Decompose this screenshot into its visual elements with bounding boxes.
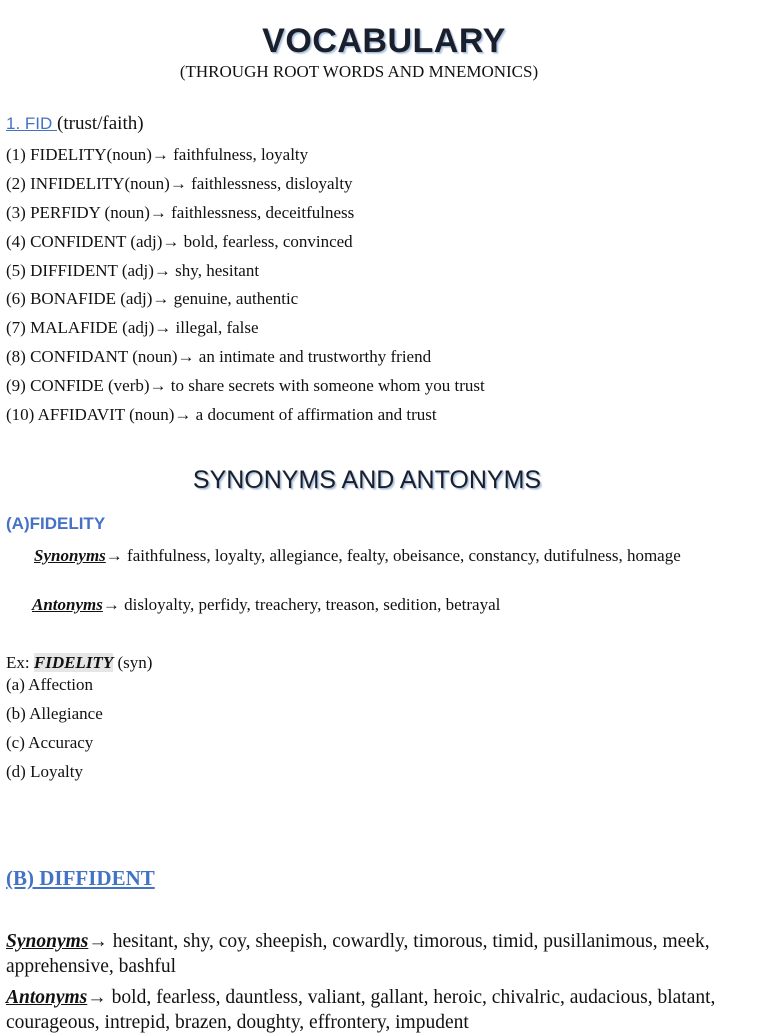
- list-item: (10) AFFIDAVIT (noun)→ a document of affirmation and trust: [6, 405, 437, 425]
- synonyms-text: → hesitant, shy, coy, sheepish, cowardly, timorous, timid, pusillanimous, meek, apprehensive, bashful: [6, 931, 710, 977]
- synonyms-label: Synonyms: [34, 546, 106, 565]
- list-item: (4) CONFIDENT (adj)→ bold, fearless, convinced: [6, 231, 353, 251]
- page-title: VOCABULARY: [262, 22, 506, 60]
- antonyms-text: → bold, fearless, dauntless, valiant, gallant, heroic, chivalric, audacious, blatant, courageous, intrepid, brazen, doughty, effrontery, impudent: [6, 987, 716, 1033]
- fidelity-synonyms: [6, 545, 746, 567]
- antonyms-text: → disloyalty, perfidy, treachery, treason, sedition, betrayal: [102, 595, 501, 614]
- list-item: (7) MALAFIDE (adj)→ illegal, false: [6, 318, 259, 338]
- diffident-antonyms: [6, 985, 764, 1035]
- list-item: (8) CONFIDANT (noun)→ an intimate and trustworthy friend: [6, 347, 432, 367]
- example-question: [6, 653, 152, 673]
- section-heading: SYNONYMS AND ANTONYMS: [192, 466, 542, 494]
- example-suffix: (syn): [113, 653, 153, 672]
- list-item: (6) BONAFIDE (adj)→ genuine, authentic: [6, 289, 299, 309]
- example-options: [6, 673, 103, 789]
- example-word: FIDELITY: [33, 653, 114, 672]
- option-item: (d) Loyalty: [6, 761, 83, 781]
- root-label: 1. FID: [6, 114, 58, 133]
- list-item: (1) FIDELITY(noun)→ faithfulness, loyalty: [6, 145, 309, 164]
- page-subtitle: (THROUGH ROOT WORDS AND MNEMONICS): [179, 62, 539, 81]
- synonyms-label: Synonyms: [6, 931, 89, 952]
- antonyms-label: Antonyms: [6, 987, 88, 1008]
- option-item: (c) Accuracy: [6, 732, 94, 752]
- synonyms-text: → faithfulness, loyalty, allegiance, fealty, obeisance, constancy, dutifulness, homage: [105, 546, 681, 565]
- option-item: (a) Affection: [6, 675, 94, 694]
- example-prefix: Ex:: [6, 653, 34, 672]
- diffident-heading: (B) DIFFIDENT: [6, 866, 155, 890]
- root-heading: [6, 113, 144, 135]
- fidelity-heading: (A)FIDELITY: [6, 514, 106, 533]
- antonyms-label: Antonyms: [32, 595, 103, 614]
- root-meaning: (trust/faith): [57, 113, 144, 134]
- fidelity-antonyms: [6, 595, 500, 615]
- diffident-synonyms: [6, 929, 764, 979]
- list-item: (5) DIFFIDENT (adj)→ shy, hesitant: [6, 260, 260, 280]
- word-list: [6, 141, 485, 430]
- list-item: (3) PERFIDY (noun)→ faithlessness, deceitfulness: [6, 202, 355, 222]
- list-item: (9) CONFIDE (verb)→ to share secrets with someone whom you trust: [6, 376, 485, 396]
- list-item: (2) INFIDELITY(noun)→ faithlessness, disloyalty: [6, 173, 353, 193]
- option-item: (b) Allegiance: [6, 703, 103, 723]
